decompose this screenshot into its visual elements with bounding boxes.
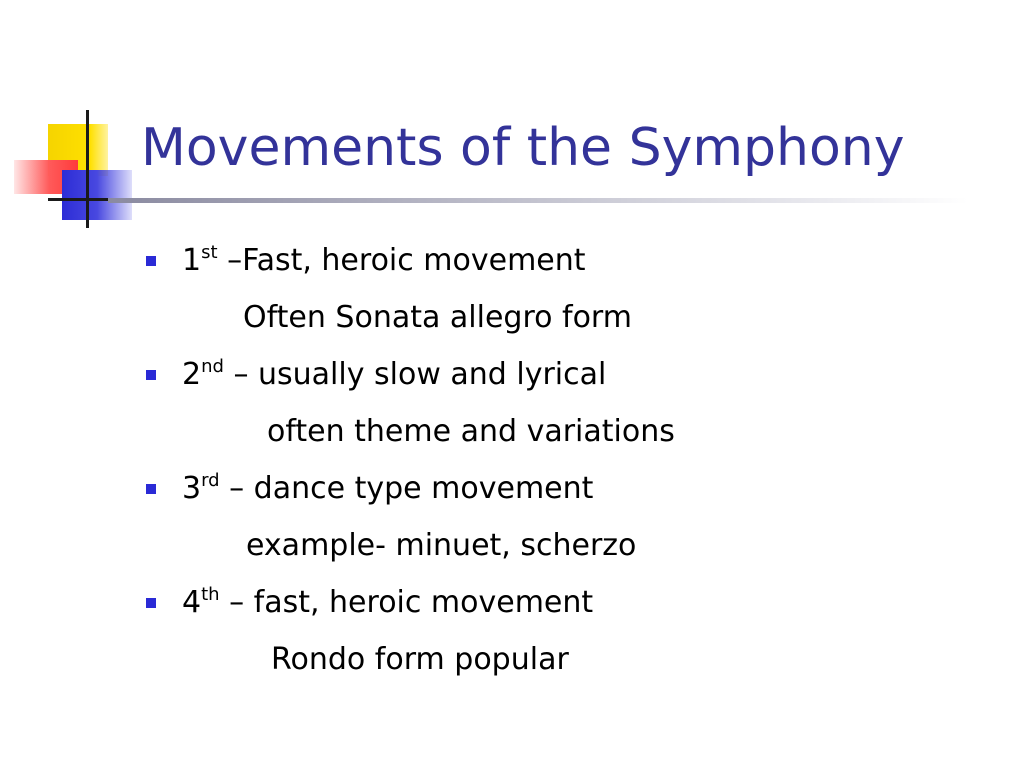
ordinal-number: 2 [182,357,202,392]
ordinal-suffix: rd [201,470,220,491]
ordinal-number: 4 [182,585,202,620]
square-bullet-icon [146,370,156,380]
ordinal-suffix: th [201,584,220,605]
blue-square [62,170,132,220]
square-bullet-icon [146,256,156,266]
ordinal-suffix: st [201,242,218,263]
square-bullet-icon [146,598,156,608]
sub-text: example- minuet, scherzo [246,528,637,563]
slide-title: Movements of the Symphony [141,118,905,178]
sub-text: Rondo form popular [271,642,569,677]
vertical-line [86,110,89,228]
ordinal-number: 3 [182,471,202,506]
decorative-logo [0,0,150,240]
bullet-description: – dance type movement [219,471,594,506]
ordinal-number: 1 [182,243,202,278]
title-underline [108,198,968,203]
bullet-text [182,346,606,403]
square-bullet-icon [146,484,156,494]
bullet-description: –Fast, heroic movement [217,243,586,278]
sub-text: Often Sonata allegro form [243,300,632,335]
horizontal-line [48,198,114,201]
bullet-text [182,460,593,517]
bullet-text [182,574,593,631]
bullet-description: – usually slow and lyrical [223,357,607,392]
bullet-text [182,232,586,289]
bullet-description: – fast, heroic movement [219,585,594,620]
sub-text: often theme and variations [267,414,675,449]
ordinal-suffix: nd [201,356,224,377]
